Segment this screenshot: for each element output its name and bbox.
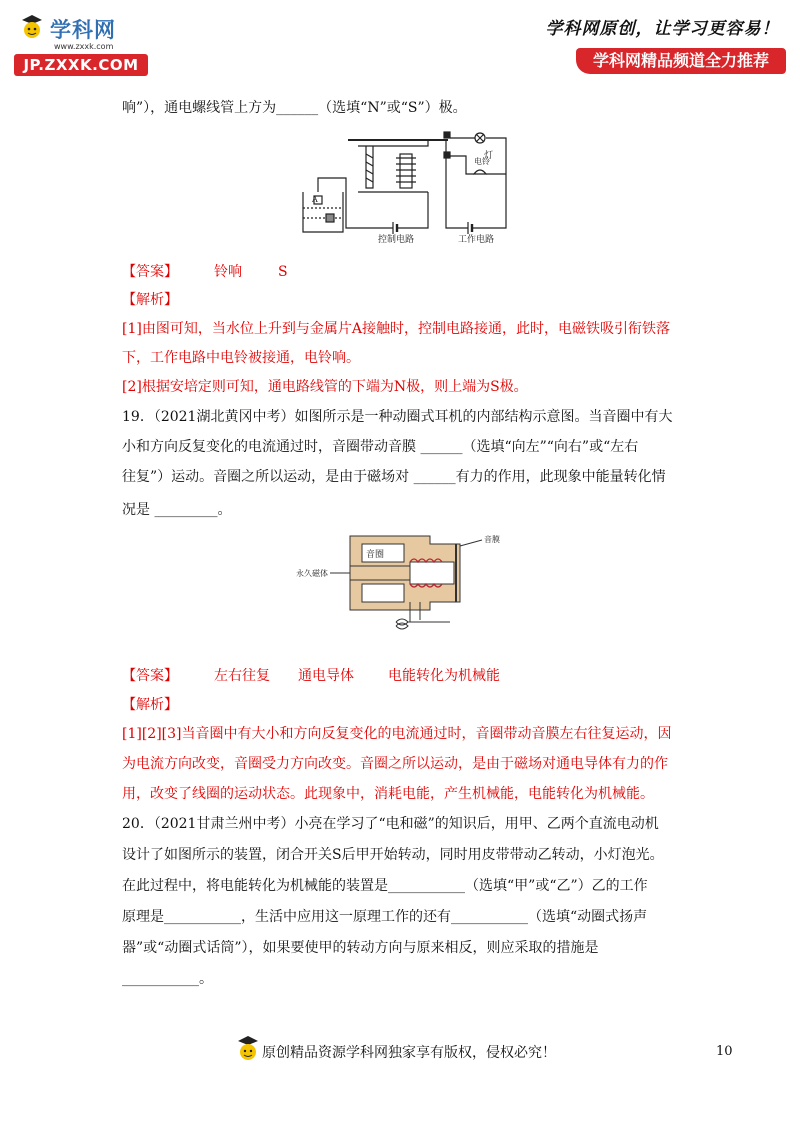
q18-analysis-line: [1]由图可知，当水位上升到与金属片A接触时，控制电路接通，此时，电磁铁吸引衔铁落 xyxy=(122,321,670,337)
label-yinmo: 音膜 xyxy=(484,535,500,544)
q19-answer-2: 通电导体 xyxy=(298,668,354,684)
earphone-structure-figure xyxy=(296,526,510,636)
recommend-banner: 学科网精品频道全力推荐 xyxy=(576,48,786,74)
label-gongzuo: 工作电路 xyxy=(458,235,495,245)
logo-text: 学科网 xyxy=(50,18,116,42)
q20-text: ___________。 xyxy=(122,971,213,987)
q20-text: 20．（2021甘肃兰州中考）小亮在学习了“电和磁”的知识后，用甲、乙两个直流电动机 xyxy=(122,816,659,832)
q18-answer-2: S xyxy=(278,264,288,280)
answer-label: 【答案】 xyxy=(122,264,178,280)
copyright-notice: 原创精品资源学科网独家享有版权，侵权必究！ xyxy=(262,1045,556,1061)
slogan: 学科网原创，让学习更容易！ xyxy=(545,19,780,39)
q20-text: 设计了如图所示的装置，闭合开关S后甲开始转动，同时用皮带带动乙转动，小灯泡光。 xyxy=(122,847,664,863)
q19-text: 往复”）运动。音圈之所以运动，是由于磁场对 ______有力的作用，此现象中能量转化情 xyxy=(122,469,666,485)
logo-url: www.zxxk.com xyxy=(54,42,114,51)
logo-band: JP.ZXXK.COM xyxy=(14,54,148,76)
q19-text: 19．（2021湖北黄冈中考）如图所示是一种动圈式耳机的内部结构示意图。当音圈中有大 xyxy=(122,409,673,425)
q19-analysis-line: [1][2][3]当音圈中有大小和方向反复变化的电流通过时，音圈带动音膜左右往复运动，因 xyxy=(122,726,672,742)
q18-answer-1: 铃响 xyxy=(214,264,242,280)
label-yinquan: 音圈 xyxy=(366,550,385,560)
q18-answer xyxy=(122,262,288,282)
q19-text: 况是 _________。 xyxy=(122,502,232,518)
q20-text: 原理是___________，生活中应用这一原理工作的还有___________（选填“动圈式扬声 xyxy=(122,909,648,925)
answer-label: 【答案】 xyxy=(122,668,178,684)
q19-analysis-line: 为电流方向改变，音圈受力方向改变。音圈之所以运动，是由于磁场对通电导体有力的作 xyxy=(122,756,668,772)
q18-analysis-line: [2]根据安培定则可知，通电路线管的下端为N极，则上端为S极。 xyxy=(122,379,528,395)
label-deng: 灯 xyxy=(484,151,494,161)
page-number: 10 xyxy=(716,1044,733,1059)
q20-text: 器”或“动圈式话筒”），如果要使甲的转动方向与原来相反，则应采取的措施是 xyxy=(122,940,599,956)
label-kongzhi: 控制电路 xyxy=(378,235,415,245)
water-level-alarm-figure xyxy=(298,128,528,244)
label-citi: 永久磁体 xyxy=(296,569,328,578)
q18-analysis-line: 下，工作电路中电铃被接通，电铃响。 xyxy=(122,350,360,366)
page-header xyxy=(0,0,800,80)
q19-text: 小和方向反复变化的电流通过时，音圈带动音膜 ______（选填“向左”“向右”或“左右 xyxy=(122,439,639,455)
mascot-icon xyxy=(236,1034,260,1064)
q19-analysis-label: 【解析】 xyxy=(122,697,178,713)
q19-answer-3: 电能转化为机械能 xyxy=(388,668,500,684)
label-dianling: 电铃 xyxy=(474,157,490,166)
label-a: A xyxy=(312,195,318,204)
mascot-icon xyxy=(20,14,44,42)
q19-analysis-line: 用，改变了线圈的运动状态。此现象中，消耗电能，产生机械能，电能转化为机械能。 xyxy=(122,786,654,802)
q19-answer-1: 左右往复 xyxy=(214,668,270,684)
q19-answer xyxy=(122,666,500,686)
page-footer xyxy=(0,1030,800,1070)
q18-text: 响”），通电螺线管上方为______（选填“N”或“S”）极。 xyxy=(122,100,467,116)
zxxk-logo xyxy=(14,8,164,78)
q18-analysis-label: 【解析】 xyxy=(122,292,178,308)
q20-text: 在此过程中，将电能转化为机械能的装置是___________（选填“甲”或“乙”）乙的工作 xyxy=(122,878,648,894)
